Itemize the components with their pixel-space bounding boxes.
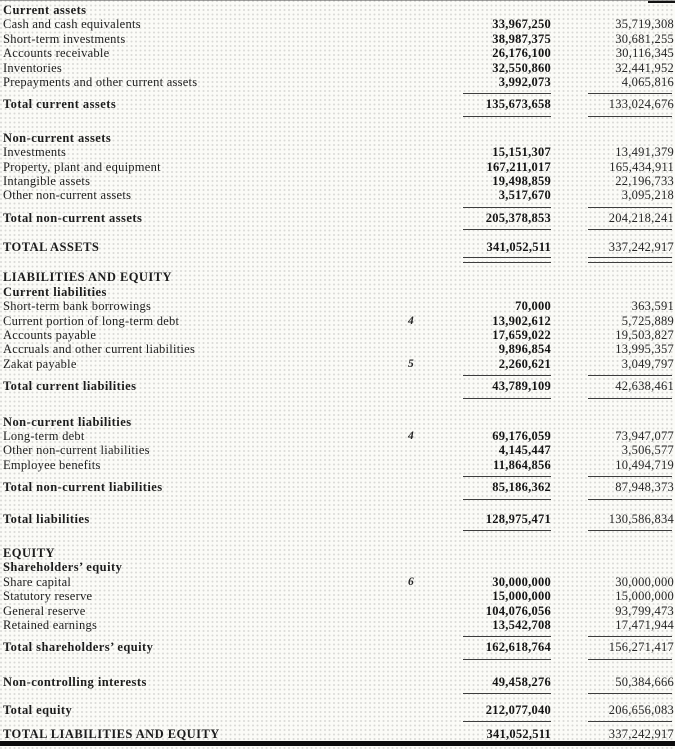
value-col1 [425,131,551,145]
section-header-row [0,131,675,145]
total-row [0,640,675,654]
line-item-row [0,145,675,159]
section-header-row [0,415,675,429]
note-ref [397,131,425,145]
note-ref [397,415,425,429]
rule-row [0,632,675,640]
row-label: Total equity [3,703,73,718]
note-ref [397,589,425,603]
note-ref [397,640,425,654]
rule-cell-col2 [551,655,675,663]
note-ref [397,618,425,632]
value-underline [463,93,551,94]
row-label: TOTAL ASSETS [3,240,100,255]
line-item-row [0,17,675,31]
rule-spacer [0,225,397,233]
row-label: General reserve [3,603,86,618]
rule-cell-col1 [425,689,551,697]
rule-spacer [397,632,425,640]
note-ref [397,270,425,284]
section-gap [0,120,675,131]
rule-spacer [397,394,425,402]
rule-row [0,472,675,480]
value-col2 [551,3,675,17]
rule-cell-col1 [425,632,551,640]
value-underline [463,659,551,660]
value-col1 [425,560,551,574]
value-col1: 69,176,059 [492,428,551,443]
note-ref [397,512,425,526]
value-col2: 5,725,889 [621,313,674,328]
note-ref [397,379,425,393]
value-underline [588,93,672,94]
note-ref: 5 [408,357,414,370]
row-label: Intangible assets [3,173,91,188]
rule-cell-col1 [425,89,551,97]
value-underline [463,207,551,208]
note-ref [397,75,425,89]
value-underline [463,116,551,117]
value-underline [463,530,551,531]
value-col1 [425,546,551,560]
scan-artifact-top-right [648,1,675,3]
rule-spacer [0,526,397,534]
value-underline [588,476,672,477]
row-label: Total shareholders’ equity [3,640,154,655]
value-col2: 3,049,797 [621,356,674,371]
row-label: Total non-current liabilities [3,480,163,495]
value-col1: 167,211,017 [486,159,551,174]
rule-spacer [0,371,397,379]
value-underline [588,530,672,531]
note-ref [397,240,425,254]
value-col2: 337,242,917 [608,240,674,255]
value-col2: 30,116,345 [615,46,674,61]
value-col2: 15,000,000 [615,589,674,604]
rule-spacer [397,689,425,697]
rule-spacer [0,495,397,503]
value-col1: 104,076,056 [485,603,551,618]
total-row [0,240,675,254]
row-label: Non-current assets [3,130,112,145]
value-col2: 35,719,308 [615,17,674,32]
rule-cell-col1 [425,655,551,663]
note-ref [397,604,425,618]
line-item-row [0,32,675,46]
rule-cell-col2 [551,526,675,534]
line-item-row [0,174,675,188]
total-row [0,675,675,689]
line-item-row [0,188,675,202]
value-underline [588,499,672,500]
value-col2: 10,494,719 [615,457,674,472]
value-col2: 13,491,379 [615,145,674,160]
rule-row [0,526,675,534]
value-col1 [425,285,551,299]
note-ref [397,546,425,560]
rule-cell-col2 [551,225,675,233]
value-col2: 93,799,473 [615,603,674,618]
note-ref [397,97,425,111]
value-underline [463,398,551,399]
value-col2: 165,434,911 [609,159,674,174]
line-item-row [0,604,675,618]
note-ref: 4 [408,314,414,327]
note-ref [397,342,425,356]
section-gap [0,503,675,512]
note-ref [397,328,425,342]
value-col1: 15,151,307 [492,145,551,160]
rule-spacer [397,254,425,262]
value-col1: 13,902,612 [492,313,551,328]
value-col2: 73,947,077 [615,428,674,443]
row-label: Non-controlling interests [3,674,147,689]
rule-cell-col2 [551,112,675,120]
row-label: Long-term debt [3,428,85,443]
value-col1 [425,3,551,17]
row-label: EQUITY [3,545,56,560]
value-underline [463,476,551,477]
value-col2: 363,591 [631,299,674,314]
row-label: Accruals and other current liabilities [3,342,196,357]
value-col1: 3,992,073 [498,74,551,89]
value-col1: 9,896,854 [498,342,551,357]
rule-spacer [0,394,397,402]
value-col2: 337,242,917 [608,727,674,742]
value-col2: 4,065,816 [621,74,674,89]
row-label: Employee benefits [3,457,101,472]
section-gap [0,663,675,675]
section-gap [0,402,675,415]
section-header-row [0,546,675,560]
total-row [0,211,675,225]
value-col1: 2,260,621 [498,356,551,371]
line-item-row [0,458,675,472]
total-row [0,512,675,526]
value-col2: 22,196,733 [615,173,674,188]
rule-spacer [397,225,425,233]
note-ref [397,3,425,17]
rule-row [0,495,675,503]
rule-spacer [0,472,397,480]
row-label: Statutory reserve [3,589,93,604]
row-label: Cash and cash equivalents [3,17,141,32]
value-col2: 30,681,255 [615,31,674,46]
line-item-row [0,328,675,342]
value-underline [588,659,672,660]
value-col1 [425,270,551,284]
rule-spacer [397,717,425,725]
value-col2 [551,270,675,284]
value-underline [588,721,672,722]
note-ref [397,458,425,472]
rule-row [0,717,675,725]
value-underline [588,636,672,637]
rule-cell-col2 [551,394,675,402]
rule-cell-col1 [425,526,551,534]
rule-row [0,203,675,211]
value-col1: 17,659,022 [492,328,551,343]
line-item-row [0,299,675,313]
value-underline [588,229,672,230]
value-col1: 162,618,764 [485,640,551,655]
rule-cell-col2 [551,717,675,725]
rule-cell-col2 [551,203,675,211]
row-label: LIABILITIES AND EQUITY [3,270,172,285]
note-ref: 6 [408,575,414,588]
value-col2 [551,415,675,429]
line-item-row [0,342,675,356]
section-header-row [0,560,675,574]
section-gap [0,233,675,240]
row-label: Total current liabilities [3,379,137,394]
note-ref [397,32,425,46]
section-gap [0,534,675,546]
line-item-row [0,75,675,89]
note-ref [397,174,425,188]
line-item-row [0,618,675,632]
value-col1: 4,145,447 [498,443,551,458]
rule-cell-col1 [425,203,551,211]
line-item-row [0,61,675,75]
row-label: Shareholders’ equity [3,560,123,575]
value-col2: 32,441,952 [615,60,674,75]
row-label: Short-term investments [3,31,126,46]
double-rule-row [0,254,675,262]
value-col1: 341,052,511 [486,240,551,255]
rule-spacer [0,254,397,262]
rule-spacer [0,112,397,120]
line-item-row [0,443,675,457]
line-item-row [0,314,675,328]
rule-spacer [397,526,425,534]
line-item-row [0,575,675,589]
line-item-row [0,429,675,443]
rule-cell-col1 [425,495,551,503]
value-col1: 26,176,100 [492,46,551,61]
rule-cell-col1 [425,472,551,480]
rule-cell-col1 [425,717,551,725]
line-item-row [0,357,675,371]
value-underline [463,229,551,230]
section-gap [0,262,675,270]
row-label: Retained earnings [3,617,98,632]
value-underline [463,693,551,694]
total-row [0,379,675,393]
value-col1: 38,987,375 [492,31,551,46]
row-label: Other non-current assets [3,188,132,203]
note-ref [397,61,425,75]
total-row [0,97,675,111]
rule-spacer [397,89,425,97]
rule-spacer [0,655,397,663]
rule-spacer [397,112,425,120]
value-col2 [551,285,675,299]
row-label: Property, plant and equipment [3,159,161,174]
rule-row [0,689,675,697]
value-col2: 206,656,083 [608,703,674,718]
rule-row [0,112,675,120]
value-col1: 85,186,362 [492,480,551,495]
rule-spacer [397,371,425,379]
row-label: Accounts payable [3,328,97,343]
value-col1: 128,975,471 [485,511,551,526]
value-col2: 204,218,241 [608,210,674,225]
value-col2: 17,471,944 [615,617,674,632]
value-col2: 13,995,357 [615,342,674,357]
value-col1: 341,052,511 [486,727,551,742]
note-ref [397,160,425,174]
rule-cell-col2 [551,254,675,262]
rule-row [0,225,675,233]
row-label: Inventories [3,60,62,75]
rule-spacer [397,203,425,211]
value-underline [588,116,672,117]
note-ref [397,17,425,31]
value-col1 [425,415,551,429]
note-ref [397,211,425,225]
value-underline [463,499,551,500]
value-col2: 133,024,676 [608,97,674,112]
value-col1: 33,967,250 [492,17,551,32]
statement-rows [0,3,675,742]
rule-cell-col2 [551,472,675,480]
value-col1: 13,542,708 [492,617,551,632]
rule-spacer [397,655,425,663]
value-col2: 87,948,373 [615,480,674,495]
value-underline [463,257,551,263]
row-label: Short-term bank borrowings [3,299,152,314]
note-ref [397,145,425,159]
value-col1: 43,789,109 [492,379,551,394]
rule-row [0,371,675,379]
rule-cell-col2 [551,689,675,697]
row-label: Total current assets [3,97,117,112]
row-label: Current liabilities [3,284,107,299]
rule-row [0,655,675,663]
note-ref [397,703,425,717]
rule-cell-col1 [425,254,551,262]
value-col2: 3,506,577 [621,443,674,458]
rule-cell-col1 [425,112,551,120]
note-ref [397,560,425,574]
note-ref [397,285,425,299]
row-label: Zakat payable [3,356,77,371]
row-label: Total non-current assets [3,210,143,225]
rule-cell-col2 [551,495,675,503]
note-ref [397,480,425,494]
rule-spacer [0,632,397,640]
value-col2: 156,271,417 [608,640,674,655]
value-col1: 70,000 [515,299,551,314]
rule-cell-col2 [551,89,675,97]
value-col1: 19,498,859 [492,173,551,188]
rule-spacer [397,495,425,503]
value-col2: 3,095,218 [621,188,674,203]
value-col2 [551,546,675,560]
note-ref [397,727,425,741]
row-label: Prepayments and other current assets [3,74,198,89]
note-ref [397,675,425,689]
value-underline [588,257,672,263]
value-col2 [551,131,675,145]
value-underline [588,693,672,694]
row-label: Share capital [3,574,72,589]
value-col2: 30,000,000 [615,574,674,589]
scan-edge-bottom [0,741,675,746]
value-col1: 135,673,658 [485,97,551,112]
rule-cell-col2 [551,371,675,379]
value-col2: 19,503,827 [615,328,674,343]
value-col1: 30,000,000 [492,574,551,589]
row-label: Current assets [3,3,87,17]
rule-cell-col1 [425,225,551,233]
rule-spacer [397,472,425,480]
rule-cell-col1 [425,371,551,379]
value-underline [588,375,672,376]
total-row [0,727,675,741]
value-col1: 212,077,040 [485,703,551,718]
value-underline [588,207,672,208]
section-header-row [0,285,675,299]
line-item-row [0,46,675,60]
note-ref [397,299,425,313]
rule-spacer [0,203,397,211]
total-row [0,480,675,494]
note-ref [397,443,425,457]
note-ref [397,46,425,60]
note-ref [397,188,425,202]
value-col2: 50,384,666 [615,674,674,689]
row-label: TOTAL LIABILITIES AND EQUITY [3,727,220,742]
rule-row [0,394,675,402]
rule-cell-col2 [551,632,675,640]
row-label: Current portion of long-term debt [3,313,180,328]
line-item-row [0,160,675,174]
value-underline [463,721,551,722]
note-ref: 4 [408,429,414,442]
rule-row [0,89,675,97]
row-label: Accounts receivable [3,46,110,61]
value-col2: 42,638,461 [615,379,674,394]
value-underline [463,636,551,637]
row-label: Other non-current liabilities [3,443,150,458]
value-col1: 3,517,670 [498,188,551,203]
rule-spacer [0,89,397,97]
rule-spacer [0,717,397,725]
value-col1: 32,550,860 [492,60,551,75]
total-row [0,703,675,717]
value-col1: 49,458,276 [492,674,551,689]
row-label: Total liabilities [3,511,90,526]
row-label: Investments [3,145,67,160]
rule-spacer [0,689,397,697]
section-header-row [0,270,675,284]
value-col2: 130,586,834 [608,511,674,526]
line-item-row [0,589,675,603]
value-col1: 11,864,856 [492,457,551,472]
row-label: Non-current liabilities [3,414,132,429]
value-col1: 15,000,000 [492,589,551,604]
value-col1: 205,378,853 [485,210,551,225]
value-col2 [551,560,675,574]
section-header-row [0,3,675,17]
value-underline [588,398,672,399]
rule-cell-col1 [425,394,551,402]
value-underline [463,375,551,376]
